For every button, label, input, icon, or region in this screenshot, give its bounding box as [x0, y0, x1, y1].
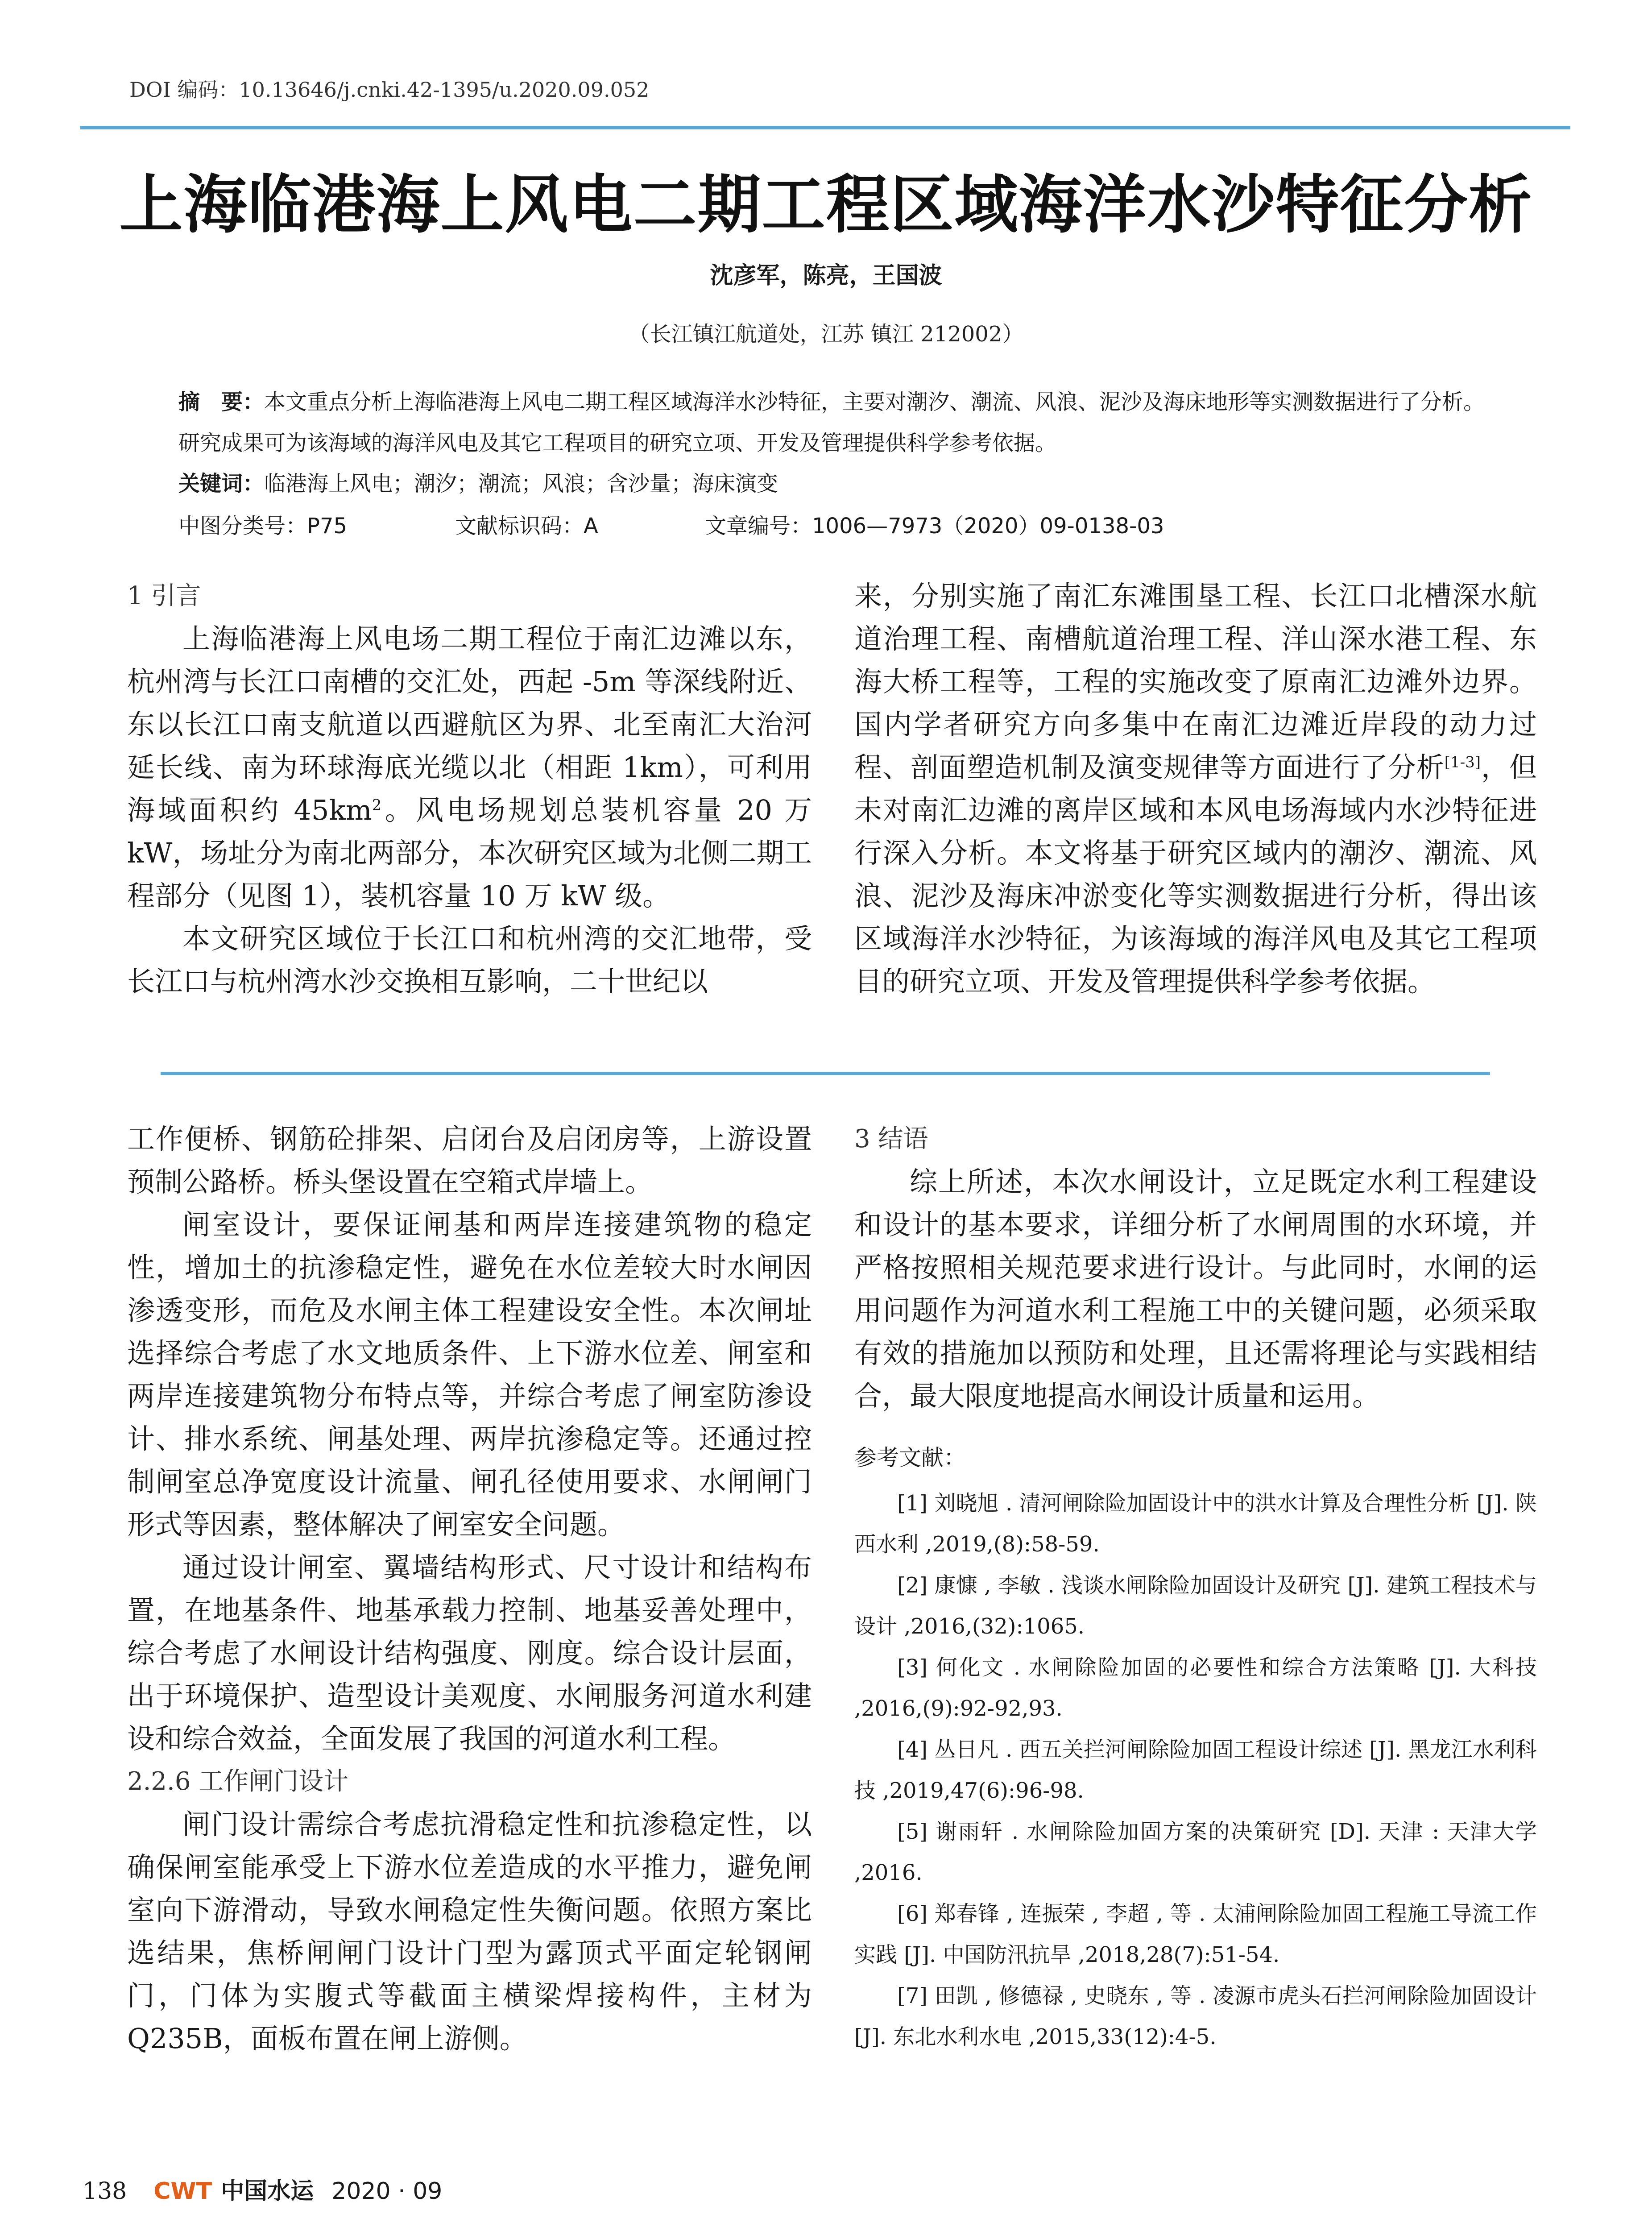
reference-item: [6] 郑春锋 , 连振荣 , 李超 , 等 . 太浦闸除险加固工程施工导流工作实践 [J]. 中国防汛抗旱 ,2018,28(7):51-54.	[854, 1901, 1537, 1967]
journal-name: 中国水运	[221, 2178, 314, 2205]
reference-item: [7] 田凯 , 修德禄 , 史晓东 , 等 . 凌源市虎头石拦河闸除险加固设计 [J]. 东北水利水电 ,2015,33(12):4-5.	[854, 1983, 1537, 2049]
body-paragraph: 通过设计闸室、翼墙结构形式、尺寸设计和结构布置，在地基条件、地基承载力控制、地基妥善处理中，综合考虑了水闸设计结构强度、刚度。综合设计层面，出于环境保护、造型设计美观度、水闸服务河道水利建设和综合效益，全面发展了我国的河道水利工程。	[127, 1551, 812, 1755]
reference-item: [5] 谢雨轩 . 水闸除险加固方案的决策研究 [D]. 天津 : 天津大学 ,2016.	[854, 1819, 1537, 1885]
keywords-text: 临港海上风电；潮汐；潮流；风浪；含沙量；海床演变	[264, 471, 778, 496]
body-paragraph: 工作便桥、钢筋砼排架、启闭台及启闭房等，上游设置预制公路桥。桥头堡设置在空箱式岸墙上。	[127, 1123, 812, 1198]
top-divider	[80, 126, 1570, 129]
lower-left-column	[127, 1118, 812, 2060]
reference-item: [4] 丛日凡 . 西五关拦河闸除险加固工程设计综述 [J]. 黑龙江水利科技 ,2019,47(6):96-98.	[854, 1737, 1537, 1803]
section-heading-conclusion: 3 结语	[854, 1124, 928, 1153]
paper-title: 上海临港海上风电二期工程区域海洋水沙特征分析	[119, 168, 1533, 242]
keywords	[178, 466, 778, 497]
authors: 沈彦军，陈亮，王国波	[710, 262, 942, 289]
clc-number: 中图分类号：P75	[178, 514, 348, 539]
lower-right-column	[854, 1118, 1537, 2057]
section-heading-intro: 1 引言	[127, 581, 201, 610]
page-number: 138	[83, 2178, 127, 2205]
conclusion-paragraph: 综上所述，本次水闸设计，立足既定水利工程建设和设计的基本要求，详细分析了水闸周围的水环境，并严格按照相关规范要求进行设计。与此同时，水闸的运用问题作为河道水利工程施工中的关键问题，必须采取有效的措施加以预防和处理，且还需将理论与实践相结合，最大限度地提高水闸设计质量和运用。	[854, 1165, 1537, 1412]
doi-line: DOI 编码：10.13646/j.cnki.42-1395/u.2020.09.052	[129, 78, 650, 102]
reference-item: [3] 何化文 . 水闸除险加固的必要性和综合方法策略 [J]. 大科技 ,2016,(9):92-92,93.	[854, 1655, 1537, 1721]
body-paragraph: 闸门设计需综合考虑抗滑稳定性和抗渗稳定性，以确保闸室能承受上下游水位差造成的水平推力，避免闸室向下游滑动，导致水闸稳定性失衡问题。依照方案比选结果，焦桥闸闸门设计门型为露顶式平面定轮钢闸门，门体为实腹式等截面主横梁焊接构件，主材为 Q235B，面板布置在闸上游侧。	[127, 1808, 812, 2055]
intro-column-right	[854, 575, 1537, 1003]
article-number: 文章编号：1006—7973（2020）09-0138-03	[705, 514, 1164, 539]
document-code: 文献标识码：A	[455, 514, 598, 539]
abstract	[178, 382, 1495, 464]
subsection-heading: 2.2.6 工作闸门设计	[127, 1767, 349, 1796]
issue-label: 2020 · 09	[331, 2178, 443, 2205]
reference-item: [1] 刘晓旭 . 清河闸除险加固设计中的洪水计算及合理性分析 [J]. 陕西水利 ,2019,(8):58-59.	[854, 1491, 1537, 1557]
intro-paragraph-1: 上海临港海上风电场二期工程位于南汇边滩以东，杭州湾与长江口南槽的交汇处，西起 -5m 等深线附近、东以长江口南支航道以西避航区为界、北至南汇大治河延长线、南为环球海底光缆以北（相距 1km），可利用海域面积约 $45km^2$。风电场规划总装机容量 20 万 kW，场址分为南北两部分，本次研究区域为北侧二期工程部分（见图 1），装机容量 10 万 kW 级。	[127, 622, 812, 912]
classification-line	[178, 509, 1517, 539]
body-paragraph: 闸室设计，要保证闸基和两岸连接建筑物的稳定性，增加土的抗渗稳定性，避免在水位差较大时水闸因渗透变形，而危及水闸主体工程建设安全性。本次闸址选择综合考虑了水文地质条件、上下游水位差、闸室和两岸连接建筑物分布特点等，并综合考虑了闸室防渗设计、排水系统、闸基处理、两岸抗渗稳定等。还通过控制闸室总净宽度设计流量、闸孔径使用要求、水闸闸门形式等因素，整体解决了闸室安全问题。	[127, 1208, 812, 1541]
references	[854, 1437, 1537, 2057]
brand-logo: CWT	[153, 2178, 212, 2205]
page-footer	[83, 2172, 442, 2206]
intro-column-left	[127, 575, 812, 1003]
keywords-label: 关键词：	[178, 471, 265, 496]
intro-paragraph-3: 来，分别实施了南汇东滩围垦工程、长江口北槽深水航道治理工程、南槽航道治理工程、洋山深水港工程、东海大桥工程等，工程的实施改变了原南汇边滩外边界。国内学者研究方向多集中在南汇边滩近岸段的动力过程、剖面塑造机制及演变规律等方面进行了分析[1-3]，但未对南汇边滩的离岸区域和本风电场海域内水沙特征进行深入分析。本文将基于研究区域内的潮汐、潮流、风浪、泥沙及海床冲淤变化等实测数据进行分析，得出该区域海洋水沙特征，为该海域的海洋风电及其它工程项目的研究立项、开发及管理提供科学参考依据。	[854, 580, 1537, 998]
affiliation: （长江镇江航道处，江苏 镇江 212002）	[628, 322, 1024, 347]
intro-paragraph-2: 本文研究区域位于长江口和杭州湾的交汇地带，受长江口与杭州湾水沙交换相互影响，二十世纪以	[127, 922, 812, 998]
middle-divider	[161, 1072, 1490, 1075]
references-heading: 参考文献：	[854, 1445, 966, 1471]
abstract-label: 摘 要：	[178, 390, 265, 415]
reference-item: [2] 康慷 , 李敏 . 浅谈水闸除险加固设计及研究 [J]. 建筑工程技术与设计 ,2016,(32):1065.	[854, 1573, 1537, 1639]
abstract-text: 本文重点分析上海临港海上风电二期工程区域海洋水沙特征，主要对潮汐、潮流、风浪、泥沙及海床地形等实测数据进行了分析。研究成果可为该海域的海洋风电及其它工程项目的研究立项、开发及管理提供科学参考依据。	[178, 390, 1485, 456]
